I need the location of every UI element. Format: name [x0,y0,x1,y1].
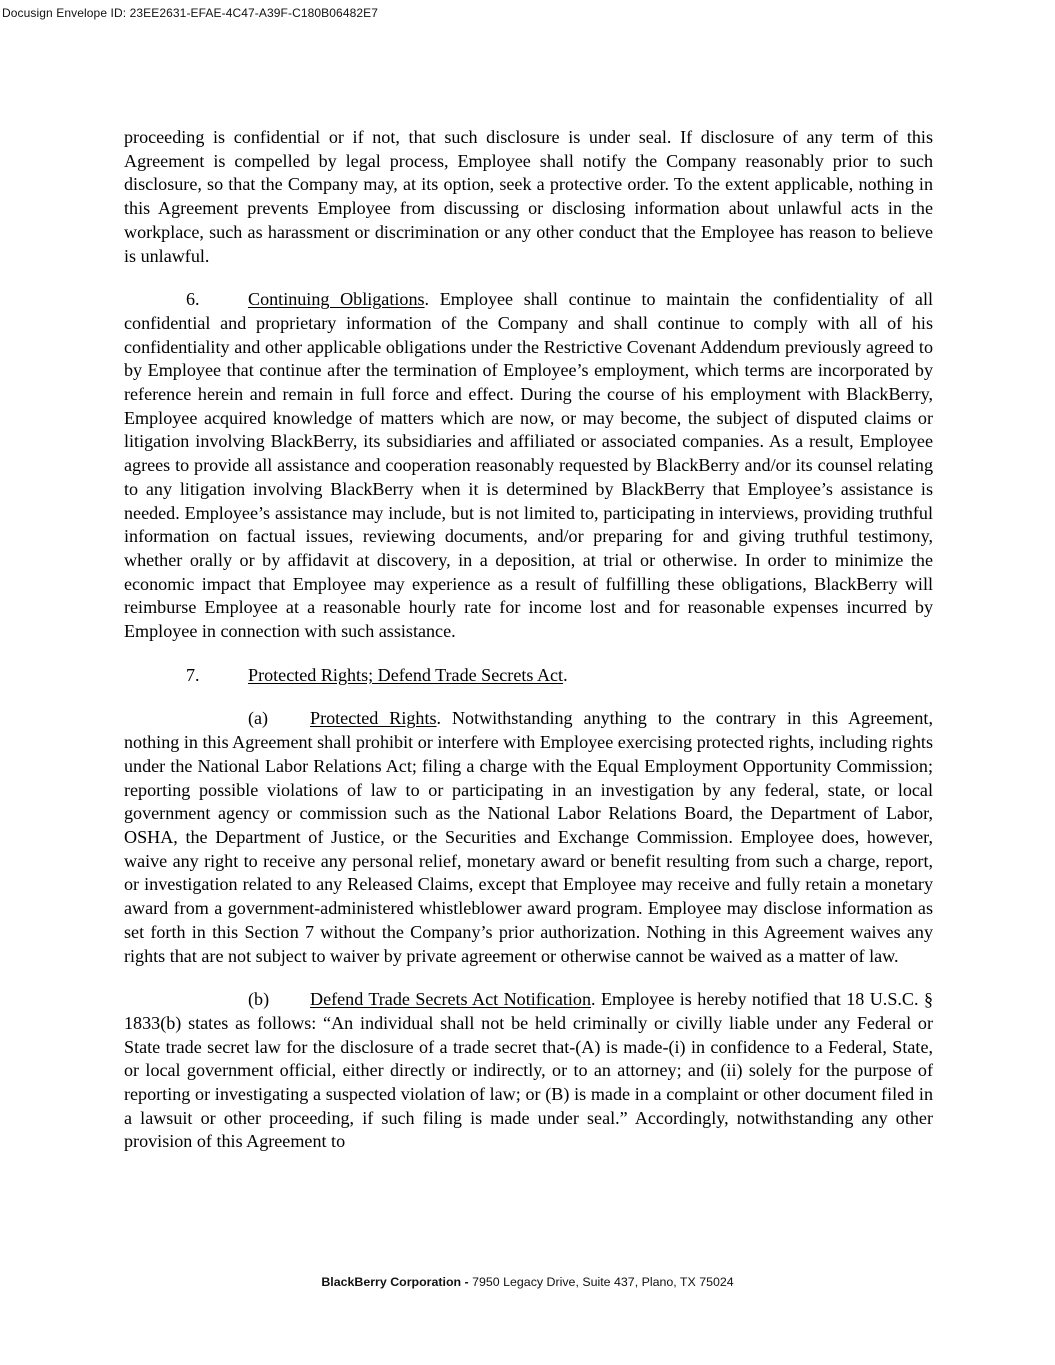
section-6 [124,288,933,644]
section-7a-text: . Notwithstanding anything to the contrary in this Agreement, nothing in this Agreement shall prohibit or interfere with Employee exercising protected rights, including rights under the National Labor Relations Act; filing a charge with the Equal Employment Opportunity Commission; reporting possible violations of law to or participating in an investigation by any federal, state, or local government agency or commission such as the National Labor Relations Board, the Department of Labor, OSHA, the Department of Justice, or the Securities and Exchange Commission. Employee does, however, waive any right to receive any personal relief, monetary award or benefit resulting from such a charge, report, or investigation related to any Released Claims, except that Employee may receive and fully retain a monetary award from a government-administered whistleblower award program. Employee may disclose information as set forth in this Section 7 without the Company’s prior authorization. Nothing in this Agreement waives any rights that are not subject to waiver by private agreement or otherwise cannot be waived as a matter of law. [124,708,933,966]
section-7b-text: . Employee is hereby notified that 18 U.S.C. § 1833(b) states as follows: “An individual shall not be held criminally or civilly liable under any Federal or State trade secret law for the disclosure of a trade secret that-(A) is made-(i) in confidence to a Federal, State, or local government official, either directly or indirectly, or to an attorney; and (ii) solely for the purpose of reporting or investigating a suspected violation of law; or (B) is made in a complaint or other document filed in a lawsuit or other proceeding, if such filing is made under seal.” Accordingly, notwithstanding any other provision of this Agreement to [124,989,933,1152]
section-7-title-period: . [563,664,568,685]
section-7b-title: Defend Trade Secrets Act Notification [310,989,592,1010]
paragraph-continuation: proceeding is confidential or if not, that such disclosure is under seal. If disclosure of any term of this Agreement is compelled by legal process, Employee shall notify the Company reasonably prior to such disclosure, so that the Company may, at its option, seek a protective order. To the extent applicable, nothing in this Agreement prevents Employee from discussing or disclosing information about unlawful acts in the workplace, such as harassment or discrimination or any other conduct that the Employee has reason to believe is unlawful. [124,127,933,266]
footer-address: 7950 Legacy Drive, Suite 437, Plano, TX 75024 [468,1275,734,1289]
section-6-number: 6. [186,289,200,310]
section-7a-label: (a) [248,708,269,729]
section-7a-title: Protected Rights [310,708,437,729]
document-body [124,126,933,1174]
section-7-number: 7. [186,664,200,685]
page-footer [0,1275,1055,1289]
section-7b [124,988,933,1154]
section-7-title: Protected Rights; Defend Trade Secrets Act [248,664,564,685]
section-7b-label: (b) [248,989,270,1010]
section-7-heading [124,664,933,688]
section-6-title: Continuing Obligations [248,289,425,310]
docusign-envelope-id: Docusign Envelope ID: 23EE2631-EFAE-4C47-A39F-C180B06482E7 [2,6,379,20]
footer-company: BlackBerry Corporation - [321,1275,469,1289]
section-7a [124,707,933,968]
section-6-text: . Employee shall continue to maintain the confidentiality of all confidential and proprietary information of the Company and shall continue to comply with all of his confidentiality and other applicable obligations under the Restrictive Covenant Addendum previously agreed to by Employee that continue after the termination of Employee’s employment, which terms are incorporated by reference herein and remain in full force and effect. During the course of his employment with BlackBerry, Employee acquired knowledge of matters which are now, or may become, the subject of disputed claims or litigation involving BlackBerry, its subsidiaries and affiliated or associated companies. As a result, Employee agrees to provide all assistance and cooperation reasonably requested by BlackBerry and/or its counsel relating to any litigation involving BlackBerry when it is determined by BlackBerry that Employee’s assistance is needed. Employee’s assistance may include, but is not limited to, participating in interviews, providing truthful information on factual issues, reviewing documents, and/or preparing for and giving truthful testimony, whether orally or by affidavit at discovery, in a deposition, at trial or otherwise. In order to minimize the economic impact that Employee may experience as a result of fulfilling these obligations, BlackBerry will reimburse Employee at a reasonable hourly rate for income lost and for reasonable expenses incurred by Employee in connection with such assistance. [124,289,933,642]
